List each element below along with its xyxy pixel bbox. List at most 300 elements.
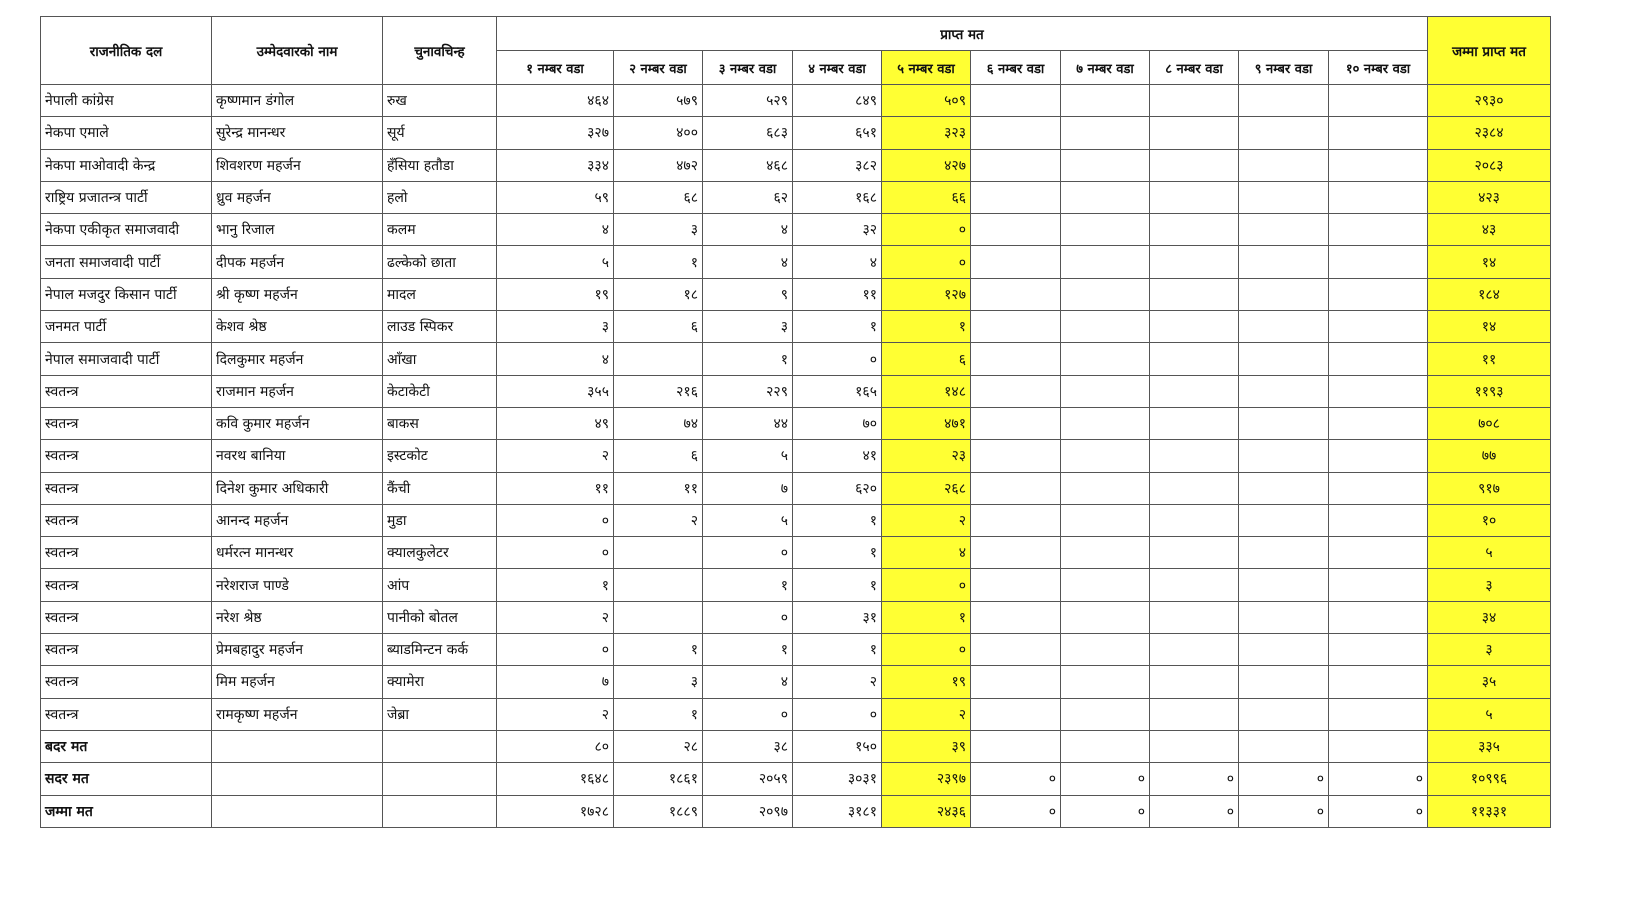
symbol-cell: रुख (383, 85, 497, 117)
table-row (41, 472, 1551, 504)
ward-5-votes-cell: ० (882, 214, 971, 246)
ward-10-votes-cell (1329, 666, 1428, 698)
symbol-cell: क्यामेरा (383, 666, 497, 698)
ward-8-votes-cell (1150, 537, 1239, 569)
header-ward-9: ९ नम्बर वडा (1239, 51, 1329, 85)
ward-4-votes-cell: ११ (793, 278, 882, 310)
ward-7-votes-cell (1061, 634, 1150, 666)
symbol-cell: सूर्य (383, 117, 497, 149)
ward-5-votes-cell: १९ (882, 666, 971, 698)
party-cell: राष्ट्रिय प्रजातन्त्र पार्टी (41, 181, 212, 213)
ward-4-votes-cell: ७० (793, 407, 882, 439)
ward-6-votes-cell (971, 375, 1061, 407)
summary-ward-1-cell: १६४८ (497, 763, 614, 795)
candidate-cell: नवरथ बानिया (212, 440, 383, 472)
ward-7-votes-cell (1061, 504, 1150, 536)
ward-4-votes-cell: १ (793, 537, 882, 569)
ward-4-votes-cell: ६२० (793, 472, 882, 504)
ward-1-votes-cell: २ (497, 601, 614, 633)
total-votes-cell: ३४ (1428, 601, 1551, 633)
ward-4-votes-cell: ३१ (793, 601, 882, 633)
ward-7-votes-cell (1061, 375, 1150, 407)
ward-8-votes-cell (1150, 440, 1239, 472)
party-cell: स्वतन्त्र (41, 472, 212, 504)
ward-3-votes-cell: ४६८ (703, 149, 793, 181)
candidate-cell: धर्मरत्न मानन्धर (212, 537, 383, 569)
ward-5-votes-cell: ३२३ (882, 117, 971, 149)
ward-1-votes-cell: ३५५ (497, 375, 614, 407)
ward-7-votes-cell (1061, 311, 1150, 343)
ward-4-votes-cell: १ (793, 311, 882, 343)
ward-2-votes-cell: ४०० (614, 117, 703, 149)
ward-9-votes-cell (1239, 407, 1329, 439)
ward-10-votes-cell (1329, 311, 1428, 343)
ward-4-votes-cell: ३२ (793, 214, 882, 246)
ward-8-votes-cell (1150, 117, 1239, 149)
ward-2-votes-cell: ४७२ (614, 149, 703, 181)
summary-label-cell: सदर मत (41, 763, 212, 795)
table-row (41, 601, 1551, 633)
header-ward-7: ७ नम्बर वडा (1061, 51, 1150, 85)
table-row (41, 85, 1551, 117)
ward-2-votes-cell: १ (614, 634, 703, 666)
ward-10-votes-cell (1329, 472, 1428, 504)
total-votes-cell: ७०८ (1428, 407, 1551, 439)
ward-1-votes-cell: ५९ (497, 181, 614, 213)
summary-total-cell: ३३५ (1428, 730, 1551, 762)
summary-ward-7-cell (1061, 730, 1150, 762)
summary-total-cell: १०९९६ (1428, 763, 1551, 795)
ward-1-votes-cell: ५ (497, 246, 614, 278)
ward-5-votes-cell: ० (882, 246, 971, 278)
summary-ward-5-cell: २३९७ (882, 763, 971, 795)
ward-6-votes-cell (971, 537, 1061, 569)
ward-3-votes-cell: ५ (703, 440, 793, 472)
ward-10-votes-cell (1329, 214, 1428, 246)
ward-3-votes-cell: ४ (703, 214, 793, 246)
header-party: राजनीतिक दल (41, 17, 212, 85)
candidate-cell: शिवशरण महर्जन (212, 149, 383, 181)
ward-7-votes-cell (1061, 85, 1150, 117)
ward-7-votes-cell (1061, 440, 1150, 472)
header-votes-received: प्राप्त मत (497, 17, 1428, 51)
summary-ward-8-cell: ० (1150, 763, 1239, 795)
ward-2-votes-cell: ५७९ (614, 85, 703, 117)
total-votes-cell: २९३० (1428, 85, 1551, 117)
header-ward-10: १० नम्बर वडा (1329, 51, 1428, 85)
ward-5-votes-cell: ५०९ (882, 85, 971, 117)
ward-10-votes-cell (1329, 278, 1428, 310)
table-row (41, 407, 1551, 439)
party-cell: जनता समाजवादी पार्टी (41, 246, 212, 278)
ward-7-votes-cell (1061, 666, 1150, 698)
ward-8-votes-cell (1150, 698, 1239, 730)
ward-9-votes-cell (1239, 311, 1329, 343)
ward-8-votes-cell (1150, 375, 1239, 407)
summary-total-cell: ११३३१ (1428, 795, 1551, 827)
total-votes-cell: ३ (1428, 634, 1551, 666)
ward-6-votes-cell (971, 311, 1061, 343)
symbol-cell: ढल्केको छाता (383, 246, 497, 278)
symbol-cell: केटाकेटी (383, 375, 497, 407)
ward-5-votes-cell: १ (882, 311, 971, 343)
ward-3-votes-cell: ३ (703, 311, 793, 343)
empty-cell (212, 795, 383, 827)
party-cell: नेकपा एमाले (41, 117, 212, 149)
ward-7-votes-cell (1061, 117, 1150, 149)
ward-5-votes-cell: २ (882, 504, 971, 536)
ward-5-votes-cell: २३ (882, 440, 971, 472)
symbol-cell: कैंची (383, 472, 497, 504)
ward-3-votes-cell: ४ (703, 666, 793, 698)
ward-3-votes-cell: ९ (703, 278, 793, 310)
ward-7-votes-cell (1061, 698, 1150, 730)
total-votes-cell: ४२३ (1428, 181, 1551, 213)
summary-ward-10-cell (1329, 730, 1428, 762)
ward-9-votes-cell (1239, 601, 1329, 633)
summary-row (41, 730, 1551, 762)
table-row (41, 117, 1551, 149)
ward-4-votes-cell: २ (793, 666, 882, 698)
ward-6-votes-cell (971, 440, 1061, 472)
ward-10-votes-cell (1329, 181, 1428, 213)
header-total-votes: जम्मा प्राप्त मत (1428, 17, 1551, 85)
candidate-cell: भानु रिजाल (212, 214, 383, 246)
ward-2-votes-cell: २१६ (614, 375, 703, 407)
table-row (41, 666, 1551, 698)
empty-cell (212, 763, 383, 795)
summary-ward-10-cell: ० (1329, 795, 1428, 827)
ward-7-votes-cell (1061, 537, 1150, 569)
ward-3-votes-cell: ५ (703, 504, 793, 536)
candidate-cell: ध्रुव महर्जन (212, 181, 383, 213)
total-votes-cell: १४ (1428, 311, 1551, 343)
candidate-cell: सुरेन्द्र मानन्धर (212, 117, 383, 149)
ward-9-votes-cell (1239, 343, 1329, 375)
ward-8-votes-cell (1150, 278, 1239, 310)
ward-8-votes-cell (1150, 504, 1239, 536)
ward-6-votes-cell (971, 569, 1061, 601)
summary-row (41, 763, 1551, 795)
ward-1-votes-cell: ११ (497, 472, 614, 504)
ward-4-votes-cell: १ (793, 634, 882, 666)
ward-10-votes-cell (1329, 698, 1428, 730)
ward-5-votes-cell: १ (882, 601, 971, 633)
ward-9-votes-cell (1239, 569, 1329, 601)
table-row (41, 311, 1551, 343)
ward-5-votes-cell: ० (882, 569, 971, 601)
ward-7-votes-cell (1061, 343, 1150, 375)
ward-5-votes-cell: ४७१ (882, 407, 971, 439)
symbol-cell: जेब्रा (383, 698, 497, 730)
ward-4-votes-cell: १ (793, 504, 882, 536)
candidate-cell: दिनेश कुमार अधिकारी (212, 472, 383, 504)
ward-7-votes-cell (1061, 181, 1150, 213)
ward-2-votes-cell (614, 537, 703, 569)
header-candidate: उम्मेदवारको नाम (212, 17, 383, 85)
ward-10-votes-cell (1329, 246, 1428, 278)
summary-ward-7-cell: ० (1061, 795, 1150, 827)
symbol-cell: लाउड स्पिकर (383, 311, 497, 343)
ward-2-votes-cell: २ (614, 504, 703, 536)
ward-4-votes-cell: ६५१ (793, 117, 882, 149)
header-ward-4: ४ नम्बर वडा (793, 51, 882, 85)
summary-ward-9-cell (1239, 730, 1329, 762)
party-cell: स्वतन्त्र (41, 537, 212, 569)
ward-8-votes-cell (1150, 214, 1239, 246)
ward-2-votes-cell (614, 601, 703, 633)
ward-7-votes-cell (1061, 569, 1150, 601)
header-ward-3: ३ नम्बर वडा (703, 51, 793, 85)
ward-10-votes-cell (1329, 117, 1428, 149)
vote-count-table (40, 16, 1551, 828)
ward-5-votes-cell: ० (882, 634, 971, 666)
ward-6-votes-cell (971, 85, 1061, 117)
ward-9-votes-cell (1239, 537, 1329, 569)
summary-ward-2-cell: १८६१ (614, 763, 703, 795)
ward-10-votes-cell (1329, 407, 1428, 439)
ward-7-votes-cell (1061, 601, 1150, 633)
party-cell: स्वतन्त्र (41, 601, 212, 633)
symbol-cell: हँसिया हतौडा (383, 149, 497, 181)
ward-6-votes-cell (971, 181, 1061, 213)
ward-4-votes-cell: ४ (793, 246, 882, 278)
ward-9-votes-cell (1239, 278, 1329, 310)
ward-5-votes-cell: ४ (882, 537, 971, 569)
summary-ward-8-cell: ० (1150, 795, 1239, 827)
party-cell: स्वतन्त्र (41, 666, 212, 698)
ward-2-votes-cell: ६ (614, 440, 703, 472)
ward-6-votes-cell (971, 601, 1061, 633)
ward-2-votes-cell: १८ (614, 278, 703, 310)
candidate-cell: नरेश श्रेष्ठ (212, 601, 383, 633)
party-cell: स्वतन्त्र (41, 375, 212, 407)
candidate-cell: केशव श्रेष्ठ (212, 311, 383, 343)
symbol-cell: आँखा (383, 343, 497, 375)
ward-9-votes-cell (1239, 472, 1329, 504)
ward-1-votes-cell: ३ (497, 311, 614, 343)
ward-5-votes-cell: ६ (882, 343, 971, 375)
summary-ward-4-cell: ३१८१ (793, 795, 882, 827)
summary-ward-2-cell: २८ (614, 730, 703, 762)
ward-8-votes-cell (1150, 601, 1239, 633)
ward-9-votes-cell (1239, 246, 1329, 278)
ward-3-votes-cell: ७ (703, 472, 793, 504)
total-votes-cell: १० (1428, 504, 1551, 536)
total-votes-cell: ५ (1428, 698, 1551, 730)
ward-1-votes-cell: ४६४ (497, 85, 614, 117)
ward-6-votes-cell (971, 246, 1061, 278)
ward-6-votes-cell (971, 698, 1061, 730)
summary-ward-6-cell: ० (971, 763, 1061, 795)
ward-5-votes-cell: ६६ (882, 181, 971, 213)
header-symbol: चुनावचिन्ह (383, 17, 497, 85)
ward-7-votes-cell (1061, 246, 1150, 278)
ward-4-votes-cell: १६८ (793, 181, 882, 213)
table-row (41, 375, 1551, 407)
ward-1-votes-cell: २ (497, 698, 614, 730)
symbol-cell: क्यालकुलेटर (383, 537, 497, 569)
header-ward-1: १ नम्बर वडा (497, 51, 614, 85)
ward-9-votes-cell (1239, 181, 1329, 213)
header-ward-6: ६ नम्बर वडा (971, 51, 1061, 85)
summary-ward-8-cell (1150, 730, 1239, 762)
summary-ward-9-cell: ० (1239, 763, 1329, 795)
symbol-cell: इस्टकोट (383, 440, 497, 472)
ward-5-votes-cell: ४२७ (882, 149, 971, 181)
table-row (41, 504, 1551, 536)
ward-4-votes-cell: ० (793, 698, 882, 730)
ward-3-votes-cell: ५२९ (703, 85, 793, 117)
ward-2-votes-cell: ११ (614, 472, 703, 504)
candidate-cell: दिलकुमार महर्जन (212, 343, 383, 375)
party-cell: नेपाली कांग्रेस (41, 85, 212, 117)
ward-6-votes-cell (971, 504, 1061, 536)
ward-10-votes-cell (1329, 375, 1428, 407)
ward-10-votes-cell (1329, 440, 1428, 472)
empty-cell (383, 795, 497, 827)
symbol-cell: कलम (383, 214, 497, 246)
ward-6-votes-cell (971, 343, 1061, 375)
ward-5-votes-cell: १२७ (882, 278, 971, 310)
ward-1-votes-cell: १ (497, 569, 614, 601)
summary-ward-3-cell: ३८ (703, 730, 793, 762)
summary-ward-3-cell: २०५९ (703, 763, 793, 795)
ward-1-votes-cell: ० (497, 537, 614, 569)
table-row (41, 537, 1551, 569)
symbol-cell: पानीको बोतल (383, 601, 497, 633)
candidate-cell: रामकृष्ण महर्जन (212, 698, 383, 730)
symbol-cell: मुडा (383, 504, 497, 536)
party-cell: नेपाल समाजवादी पार्टी (41, 343, 212, 375)
table-row (41, 246, 1551, 278)
ward-1-votes-cell: ० (497, 634, 614, 666)
ward-3-votes-cell: ४ (703, 246, 793, 278)
party-cell: स्वतन्त्र (41, 440, 212, 472)
symbol-cell: आंप (383, 569, 497, 601)
ward-10-votes-cell (1329, 343, 1428, 375)
table-row (41, 343, 1551, 375)
summary-ward-5-cell: ३९ (882, 730, 971, 762)
ward-2-votes-cell: ७४ (614, 407, 703, 439)
ward-3-votes-cell: ६२ (703, 181, 793, 213)
ward-8-votes-cell (1150, 472, 1239, 504)
ward-10-votes-cell (1329, 85, 1428, 117)
ward-3-votes-cell: ० (703, 537, 793, 569)
ward-6-votes-cell (971, 117, 1061, 149)
ward-9-votes-cell (1239, 634, 1329, 666)
ward-10-votes-cell (1329, 537, 1428, 569)
total-votes-cell: ५ (1428, 537, 1551, 569)
ward-9-votes-cell (1239, 375, 1329, 407)
header-ward-2: २ नम्बर वडा (614, 51, 703, 85)
ward-6-votes-cell (971, 149, 1061, 181)
ward-3-votes-cell: ४४ (703, 407, 793, 439)
ward-3-votes-cell: १ (703, 634, 793, 666)
symbol-cell: ब्याडमिन्टन कर्क (383, 634, 497, 666)
summary-row (41, 795, 1551, 827)
empty-cell (383, 730, 497, 762)
header-ward-5: ५ नम्बर वडा (882, 51, 971, 85)
ward-6-votes-cell (971, 634, 1061, 666)
ward-9-votes-cell (1239, 85, 1329, 117)
ward-7-votes-cell (1061, 278, 1150, 310)
total-votes-cell: ११९३ (1428, 375, 1551, 407)
ward-3-votes-cell: ० (703, 698, 793, 730)
candidate-cell: नरेशराज पाण्डे (212, 569, 383, 601)
ward-7-votes-cell (1061, 214, 1150, 246)
ward-4-votes-cell: ८४९ (793, 85, 882, 117)
candidate-cell: कवि कुमार महर्जन (212, 407, 383, 439)
summary-ward-6-cell: ० (971, 795, 1061, 827)
summary-ward-1-cell: ८० (497, 730, 614, 762)
summary-ward-6-cell (971, 730, 1061, 762)
ward-3-votes-cell: १ (703, 343, 793, 375)
ward-8-votes-cell (1150, 569, 1239, 601)
party-cell: स्वतन्त्र (41, 407, 212, 439)
ward-3-votes-cell: ६८३ (703, 117, 793, 149)
ward-9-votes-cell (1239, 149, 1329, 181)
ward-9-votes-cell (1239, 666, 1329, 698)
ward-6-votes-cell (971, 666, 1061, 698)
table-row (41, 214, 1551, 246)
ward-8-votes-cell (1150, 85, 1239, 117)
total-votes-cell: १४ (1428, 246, 1551, 278)
candidate-cell: मिम महर्जन (212, 666, 383, 698)
ward-3-votes-cell: ० (703, 601, 793, 633)
ward-8-votes-cell (1150, 246, 1239, 278)
ward-8-votes-cell (1150, 311, 1239, 343)
candidate-cell: प्रेमबहादुर महर्जन (212, 634, 383, 666)
ward-8-votes-cell (1150, 343, 1239, 375)
ward-6-votes-cell (971, 472, 1061, 504)
ward-1-votes-cell: १९ (497, 278, 614, 310)
party-cell: स्वतन्त्र (41, 504, 212, 536)
summary-ward-3-cell: २०९७ (703, 795, 793, 827)
total-votes-cell: ३५ (1428, 666, 1551, 698)
summary-ward-4-cell: ३०३१ (793, 763, 882, 795)
total-votes-cell: १८४ (1428, 278, 1551, 310)
total-votes-cell: ९१७ (1428, 472, 1551, 504)
table-row (41, 278, 1551, 310)
table-row (41, 181, 1551, 213)
symbol-cell: बाकस (383, 407, 497, 439)
ward-6-votes-cell (971, 407, 1061, 439)
ward-3-votes-cell: २२९ (703, 375, 793, 407)
summary-ward-1-cell: १७२८ (497, 795, 614, 827)
party-cell: स्वतन्त्र (41, 634, 212, 666)
summary-ward-4-cell: १५० (793, 730, 882, 762)
ward-2-votes-cell: ६ (614, 311, 703, 343)
ward-7-votes-cell (1061, 472, 1150, 504)
candidate-cell: आनन्द महर्जन (212, 504, 383, 536)
candidate-cell: कृष्णमान डंगोल (212, 85, 383, 117)
total-votes-cell: २३८४ (1428, 117, 1551, 149)
table-row (41, 440, 1551, 472)
ward-2-votes-cell: १ (614, 698, 703, 730)
party-cell: स्वतन्त्र (41, 698, 212, 730)
summary-ward-5-cell: २४३६ (882, 795, 971, 827)
ward-8-votes-cell (1150, 149, 1239, 181)
ward-1-votes-cell: २ (497, 440, 614, 472)
summary-ward-7-cell: ० (1061, 763, 1150, 795)
ward-2-votes-cell (614, 569, 703, 601)
ward-4-votes-cell: १६५ (793, 375, 882, 407)
ward-8-votes-cell (1150, 634, 1239, 666)
ward-2-votes-cell: १ (614, 246, 703, 278)
candidate-cell: राजमान महर्जन (212, 375, 383, 407)
ward-5-votes-cell: १४८ (882, 375, 971, 407)
